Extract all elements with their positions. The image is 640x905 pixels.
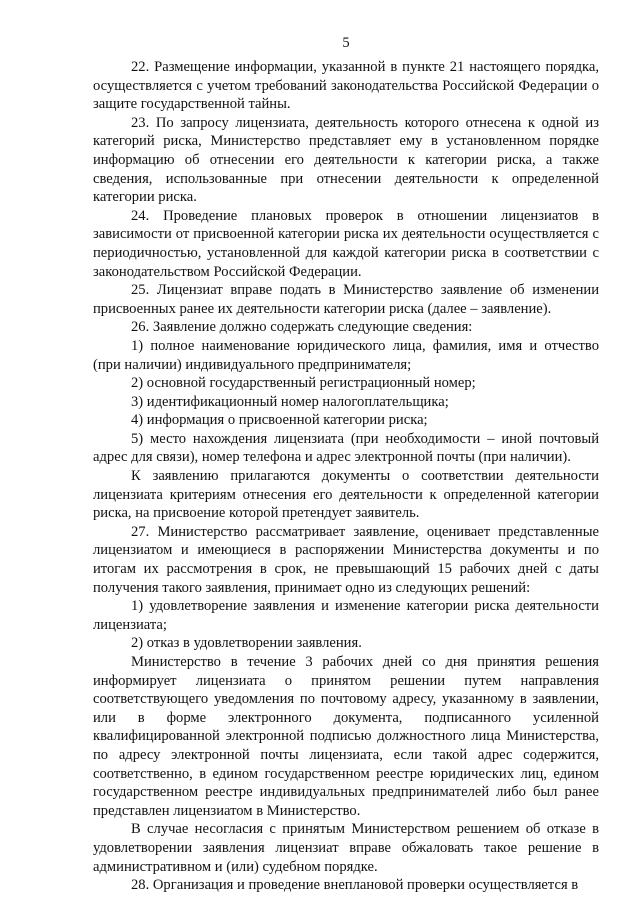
page-number: 5 [342,35,350,51]
document-body [93,58,599,895]
paragraph-27: 27. Министерство рассматривает заявление, оценивает представленные лицензиатом и имеющиеся в распоряжении Министерства документы и по итогам их рассмотрения в срок, не превышающий 15 рабочих дней с даты получения такого заявления, принимает одно из следующих решений: [93,523,599,596]
list-item-4: 4) информация о присвоенной категории риска; [131,412,428,429]
list-item-5: 5) место нахождения лицензиата (при необходимости – иной почтовый адрес для связи), номер телефона и адрес электронной почты (при наличии). [93,430,599,466]
decision-item-2: 2) отказ в удовлетворении заявления. [131,635,362,652]
paragraph-attachments: К заявлению прилагаются документы о соответствии деятельности лицензиата критериям отнесения его деятельности к определенной категории риска, на присвоение которой претендует заявитель. [93,468,599,522]
paragraph-23: 23. По запросу лицензиата, деятельность которого отнесена к одной из категорий риска, Министерство представляет ему в установленном порядке информацию об отнесении его деятельности к категории риска, а также сведения, использованные при отнесении деятельности к определенной категории риска. [93,114,599,206]
list-item-3: 3) идентификационный номер налогоплательщика; [131,393,449,410]
list-item-2: 2) основной государственный регистрационный номер; [131,375,476,392]
paragraph-appeal: В случае несогласия с принятым Министерством решением об отказе в удовлетворении заявления лицензиат вправе обжаловать такое решение в административном и (или) судебном порядке. [93,821,599,875]
paragraph-28: 28. Организация и проведение внеплановой проверки осуществляется в [131,877,579,894]
paragraph-22: 22. Размещение информации, указанной в пункте 21 настоящего порядка, осуществляется с учетом требований законодательства Российской Федерации о защите государственной тайны. [93,59,599,113]
paragraph-25: 25. Лицензиат вправе подать в Министерство заявление об изменении присвоенных ранее их деятельности категории риска (далее – заявление). [93,282,599,317]
paragraph-notification: Министерство в течение 3 рабочих дней со дня принятия решения информирует лицензиата о принятом решении путем направления соответствующего уведомления по почтовому адресу, указанному в заявлении, или в форме электронного документа, подписанного усиленной квалифицированной электронной подписью должностного лица Министерства, по адресу электронной почты лицензиата, если такой адрес содержится, соответственно, в едином государственном реестре юридических лиц, едином государственном реестре индивидуальных предпринимателей либо был ранее представлен лицензиатом в Министерство. [93,654,599,819]
paragraph-26: 26. Заявление должно содержать следующие сведения: [131,319,473,336]
paragraph-24: 24. Проведение плановых проверок в отношении лицензиатов в зависимости от присвоенной категории риска их деятельности осуществляется с периодичностью, установленной для каждой категории риска в соответствии с законодательством Российской Федерации. [93,207,599,280]
list-item-1: 1) полное наименование юридического лица, фамилия, имя и отчество (при наличии) индивидуального предпринимателя; [93,337,599,373]
decision-item-1: 1) удовлетворение заявления и изменение категории риска деятельности лицензиата; [93,598,599,633]
